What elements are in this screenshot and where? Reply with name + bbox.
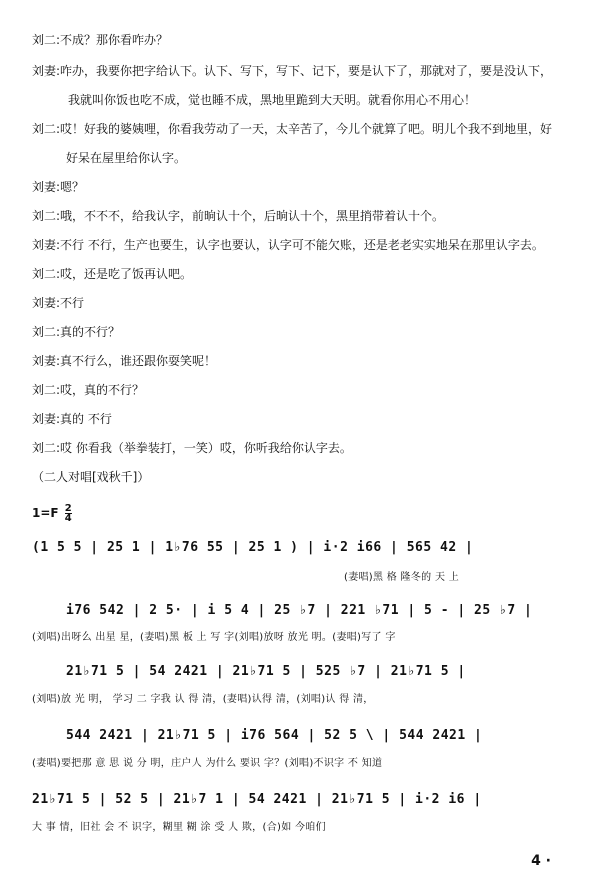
dialogue-line-3-cont [66, 151, 186, 165]
dialogue-line-11 [32, 383, 144, 397]
key-signature: 1=F [32, 506, 59, 520]
dialogue-line-9 [32, 325, 120, 339]
dialogue-line-3 [32, 122, 552, 136]
dialogue-line-5 [32, 209, 444, 223]
dialogue-line-2 [32, 64, 552, 78]
time-top: 2 [64, 503, 72, 514]
section-title: （二人对唱[戏秋千]） [32, 470, 150, 484]
speaker: 刘二: [32, 383, 61, 397]
speech: 不成？那你看咋办？ [60, 33, 169, 47]
speaker: 刘妻: [32, 64, 61, 78]
score-row-3-notes: 21♭71 5 | 54 2421 | 21♭71 5 | 525 ♭7 | 21♭71 5 | [66, 664, 466, 679]
score-row-1-notes: (1 5 5 | 25 1 | 1♭76 55 | 25 1 ) | i·2 i66 | 565 42 | [32, 540, 474, 555]
speaker: 刘二: [32, 122, 61, 136]
score-row-4-lyrics: (妻唱)要把那 意 思 说 分 明，庄户人 为什么 要识 字？(刘唱)不识字 不 知道 [32, 758, 383, 769]
speaker: 刘妻: [32, 238, 61, 252]
dialogue-line-1 [32, 33, 168, 47]
speech: 哦，不不不，给我认字，前晌认十个，后晌认十个，黑里捎带着认十个。 [60, 209, 445, 223]
speaker: 刘妻: [32, 180, 61, 194]
score-row-5-lyrics: 大 事 情，旧社 会 不 识字，糊里 糊 涂 受 人 欺，(合)如 今咱们 [32, 822, 326, 833]
score-row-1-lyrics: (妻唱)黑 格 隆冬的 天 上 [344, 572, 460, 583]
dialogue-line-6 [32, 238, 544, 252]
speech: 不行 不行，生产也要生，认字也要认，认字可不能欠账，还是老老实实地呆在那里认字去。 [60, 238, 544, 252]
speech: 真不行么，谁还跟你耍笑呢！ [60, 354, 217, 368]
dialogue-line-4 [32, 180, 84, 194]
speech: 真的 不行 [60, 412, 112, 426]
speech: 真的不行？ [60, 325, 121, 339]
score-row-5-notes: 21♭71 5 | 52 5 | 21♭7 1 | 54 2421 | 21♭71 5 | i·2 i6 | [32, 792, 482, 807]
speaker: 刘妻: [32, 354, 61, 368]
speaker: 刘二: [32, 325, 61, 339]
time-signature [65, 504, 72, 523]
speech: 嗯？ [60, 180, 85, 194]
dialogue-line-2-cont [68, 93, 476, 107]
speech: 哎，还是吃了饭再认吧。 [60, 267, 193, 281]
score-row-2-notes: i76 542 | 2 5· | i 5 4 | 25 ♭7 | 221 ♭71 | 5 - | 25 ♭7 | [66, 603, 533, 618]
score-row-2-lyrics: (刘唱)出呀么 出星 星，(妻唱)黑 板 上 写 字(刘唱)放呀 放光 明。(妻唱)写了 字 [32, 632, 396, 643]
speech: 好呆在屋里给你认字。 [66, 151, 187, 165]
dialogue-line-12 [32, 412, 112, 426]
speaker: 刘二: [32, 209, 61, 223]
score-row-4-notes: 544 2421 | 21♭71 5 | i76 564 | 52 5 \ | 544 2421 | [66, 728, 483, 743]
speaker: 刘妻: [32, 296, 61, 310]
speaker: 刘二: [32, 441, 61, 455]
speaker: 刘二: [32, 267, 61, 281]
speaker: 刘二: [32, 33, 61, 47]
dialogue-line-7 [32, 267, 192, 281]
dialogue-line-13 [32, 441, 352, 455]
page-number: 4 · [531, 853, 551, 869]
speech: 不行 [60, 296, 85, 310]
dialogue-line-8 [32, 296, 84, 310]
speech: 哎 你看我（举拳装打，一笑）哎，你听我给你认字去。 [60, 441, 352, 455]
speech: 我就叫你饭也吃不成，觉也睡不成，黑地里跪到大天明。就看你用心不用心！ [68, 93, 477, 107]
speech: 哎！好我的婆姨哩，你看我劳动了一天，太辛苦了，今儿个就算了吧。明儿个我不到地里，好 [60, 122, 553, 136]
speech: 咋办，我要你把字给认下。认下、写下，写下、记下，要是认下了，那就对了，要是没认下， [60, 64, 553, 78]
dialogue-line-10 [32, 354, 216, 368]
speaker: 刘妻: [32, 412, 61, 426]
speech: 哎，真的不行？ [60, 383, 145, 397]
score-row-3-lyrics: (刘唱)放 光 明， 学习 二 字我 认 得 清，(妻唱)认得 清，(刘唱)认 得 清， [32, 694, 374, 705]
time-bottom: 4 [64, 513, 72, 524]
key-signature-block [32, 504, 72, 523]
